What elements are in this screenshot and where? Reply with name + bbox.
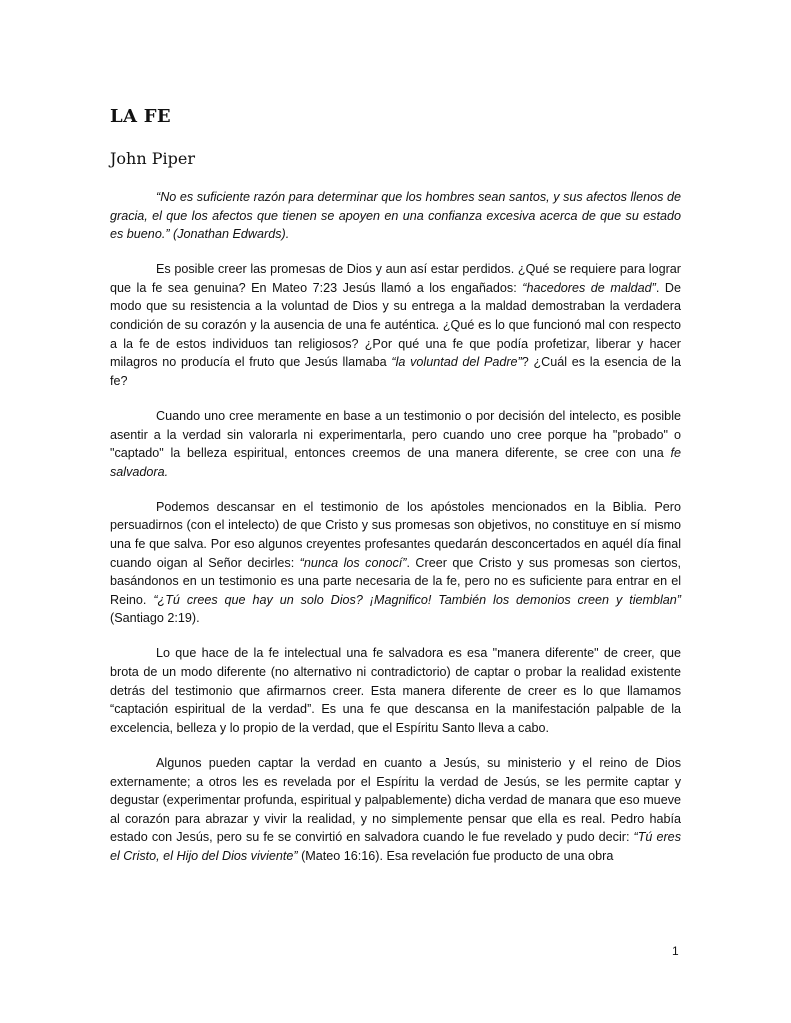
italic-text-run: “nunca los conocí” xyxy=(299,555,407,570)
page-number: 1 xyxy=(672,944,679,958)
text-run: Lo que hace de la fe intelectual una fe salvadora es esa "manera diferente" de creer, que brota de un modo diferente (no alternativo ni contradictorio) de captar o probar la realidad existente detrás del testimonio que afirmarnos creer. Esta manera diferente de creer es lo que llamamos “captación espiritual de la verdad”. Es una fe que descansa en la manifestación palpable de la excelencia, belleza y lo propio de la verdad, que el Espíritu Santo lleva a cabo. xyxy=(110,646,681,735)
text-run: Podemos descansar en el testimonio de los apóstoles mencionados en la Biblia. Pero persuadirnos (con el intelecto) de que Cristo y sus promesas son objetivos, no constituye en sí mismo una fe que salva. Por eso algunos creyentes profesantes quedarán desconcertados en aquél día final cuando oigan al Señor decirles: xyxy=(110,499,681,570)
italic-text-run: “hacedores de maldad” xyxy=(522,280,656,295)
text-run: (Santiago 2:19). xyxy=(110,611,200,626)
document-author: John Piper xyxy=(110,149,195,168)
paragraph-3 xyxy=(110,407,681,481)
text-run: . Creer que Cristo y sus promesas son ciertos, basándonos en un testimonio es una parte necesaria de la fe, pero no es suficiente para entrar en el Reino. xyxy=(110,555,682,607)
paragraph-4 xyxy=(110,498,681,628)
document-body xyxy=(110,106,681,882)
italic-text-run: “No es suficiente razón para determinar que los hombres sean santos, y sus afectos llenos de gracia, el que los afectos que tienen se apoyen en una confianza excesiva acerca de que su estado es bueno.” (Jonathan Edwards). xyxy=(110,190,681,242)
text-run: Es posible creer las promesas de Dios y aun así estar perdidos. ¿Qué se requiere para lograr que la fe sea genuina? En Mateo 7:23 Jesús llamó a los engañados: xyxy=(110,262,681,295)
italic-text-run: “la voluntad del Padre” xyxy=(391,355,522,370)
paragraph-5 xyxy=(110,644,681,737)
document-title: LA FE xyxy=(110,106,171,127)
paragraph-6 xyxy=(110,754,681,866)
paragraph-epigraph xyxy=(110,188,681,244)
text-run: Cuando uno cree meramente en base a un testimonio o por decisión del intelecto, es posible asentir a la verdad sin valorarla ni experimentarla, pero cuando uno cree porque ha "probado" o "captado" la belleza espiritual, entonces creemos de una manera diferente, se cree con una xyxy=(110,408,681,461)
text-run: . De modo que su resistencia a la voluntad de Dios y su entrega a la maldad demostraban la verdadera condición de su corazón y la ausencia de una fe auténtica. ¿Qué es lo que funcionó mal con respecto a la fe de estos individuos tan religiosos? ¿Por qué una fe que podía profetizar, liberar y hacer milagros no producía el fruto que Jesús llamaba xyxy=(110,280,681,370)
text-run: Algunos pueden captar la verdad en cuanto a Jesús, su ministerio y el reino de Dios externamente; a otros les es revelada por el Espíritu la verdad de Jesús, se les permite captar y degustar (experimentar profunda, espiritual y palpablemente) dicha verdad de manara que eso mueve al corazón para abrazar y vivir la realidad, y no simplemente pensar que ella es real. Pedro había estado con Jesús, pero su fe se convirtió en salvadora cuando le fue revelado y pudo decir: xyxy=(110,755,681,845)
italic-text-run: “¿Tú crees que hay un solo Dios? ¡Magnifico! También los demonios creen y tiemblan” xyxy=(153,592,681,607)
text-run: ? ¿Cuál es la esencia de la fe? xyxy=(110,355,681,388)
text-run: (Mateo 16:16). Esa revelación fue producto de una obra xyxy=(297,848,614,863)
italic-text-run: “Tú eres el Cristo, el Hijo del Dios viviente” xyxy=(110,830,681,863)
italic-text-run: fe salvadora. xyxy=(110,446,681,479)
paragraph-2 xyxy=(110,260,681,390)
